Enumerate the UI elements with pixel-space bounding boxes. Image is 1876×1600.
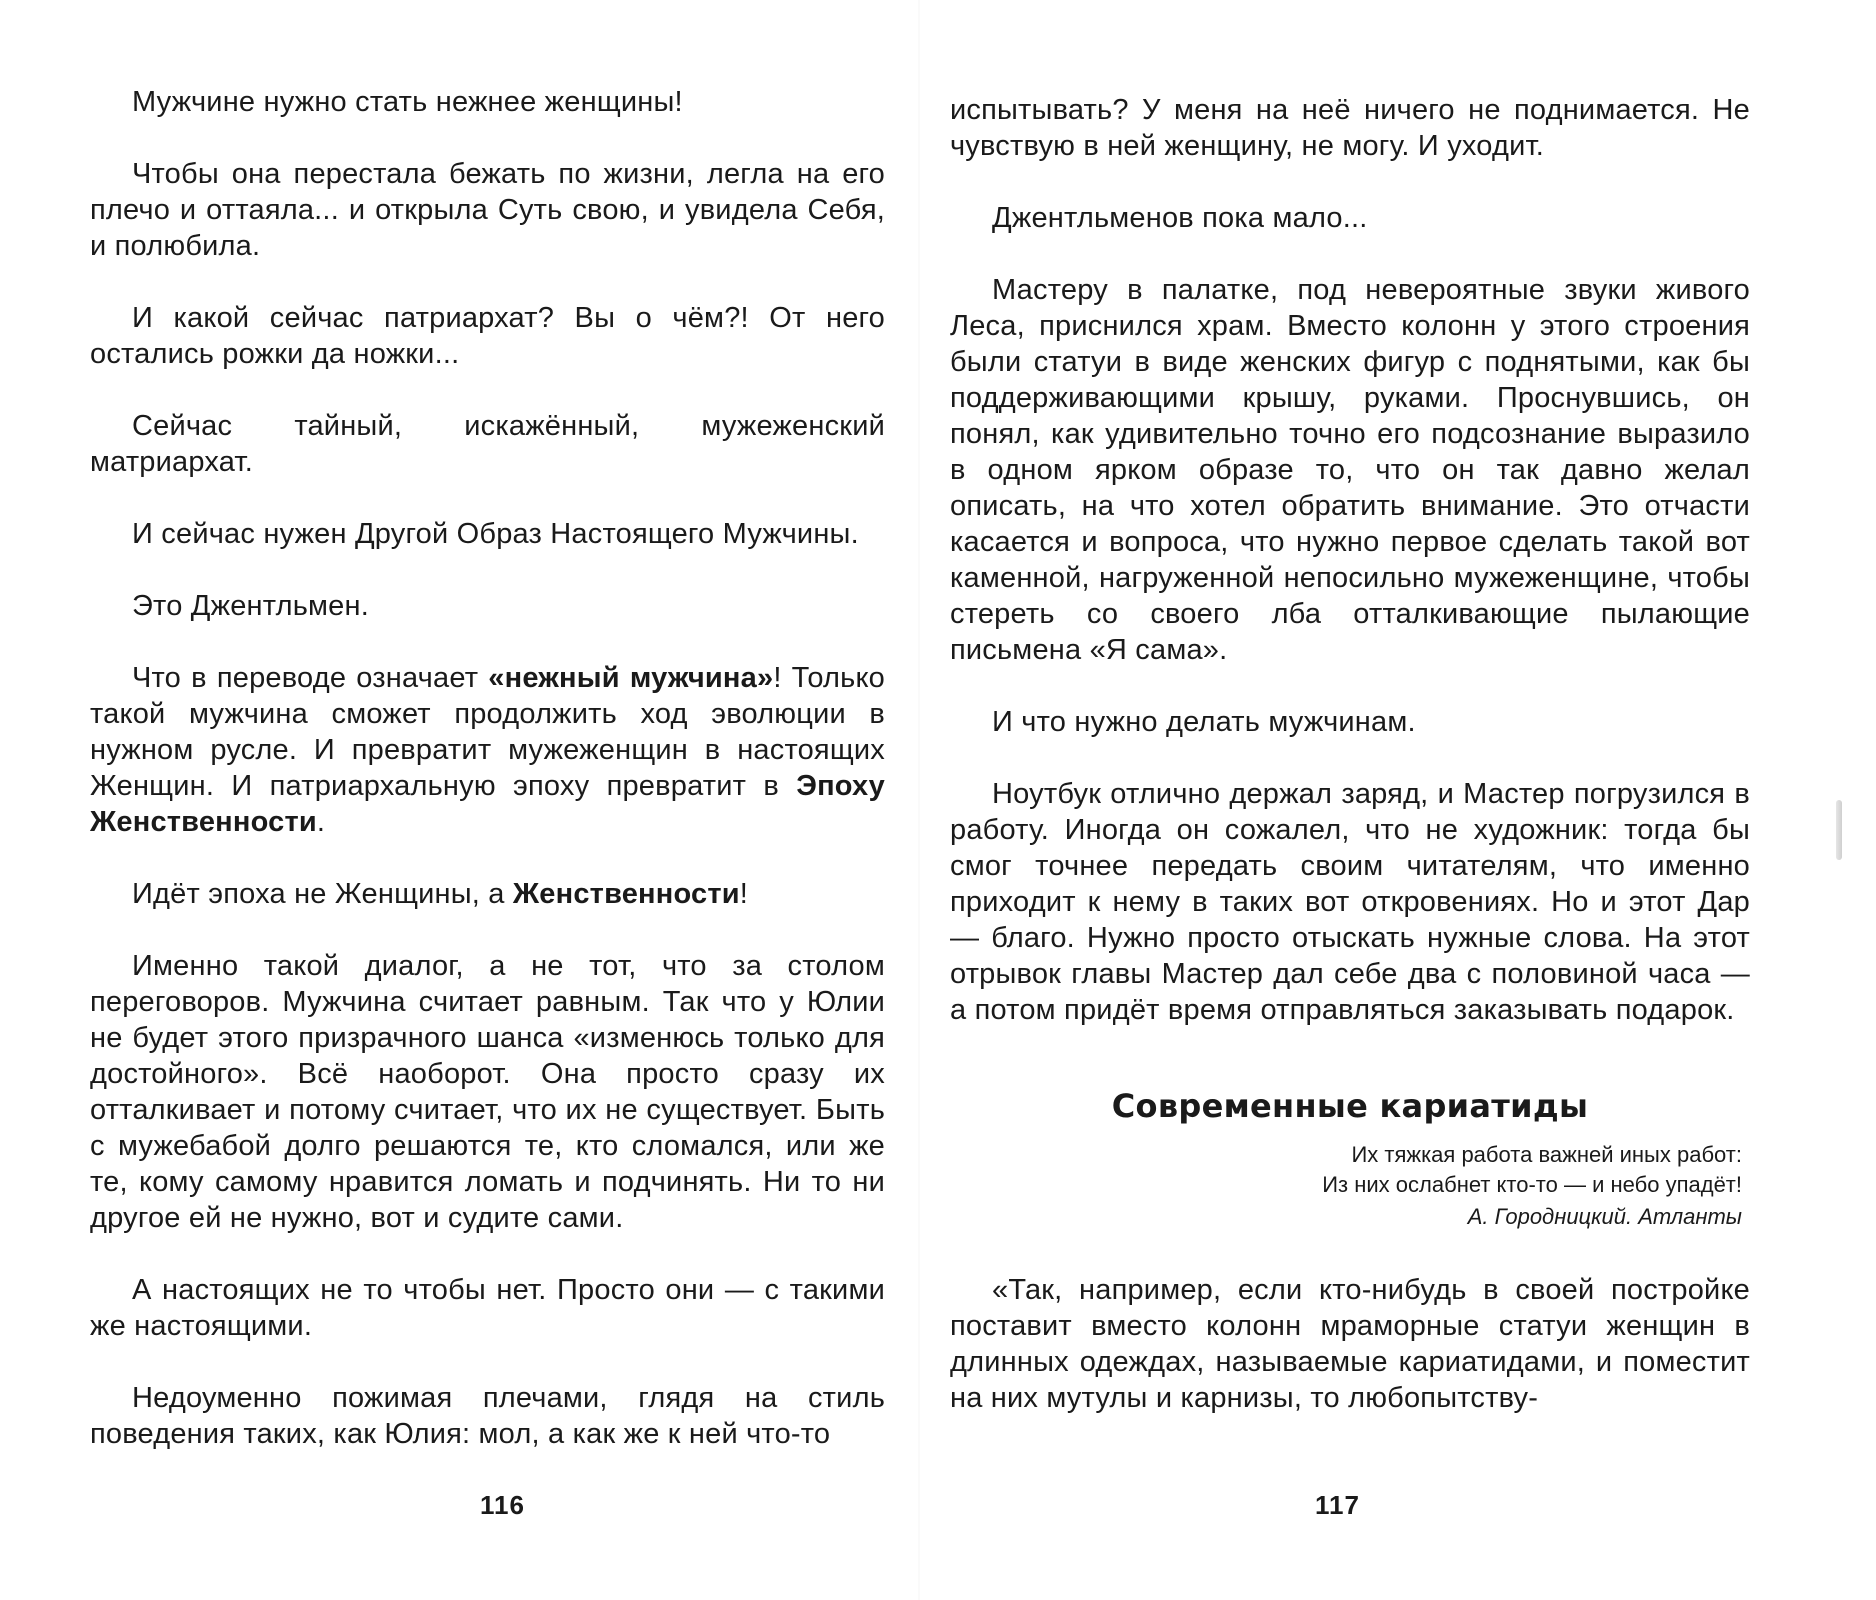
text-span: ! Только такой мужчина сможет продолжить ход эволюции в нужном русле. И превратит мужеженщин в настоящих Женщин. И патриархальную эпоху превратит в: [90, 662, 885, 802]
bold-phrase: «нежный мужчина»: [488, 662, 774, 694]
paragraph: Мужчине нужно стать нежнее женщины!: [132, 86, 683, 118]
page-number: 116: [480, 1490, 525, 1520]
bold-phrase: Женственности: [512, 878, 740, 910]
page-edge-mark: [1836, 800, 1842, 860]
paragraph: «Так, например, если кто-нибудь в своей постройке поставит вместо колонн мраморные статуи женщин в длинных одеждах, называемые кариатидами, и поместит на них мутулы и карнизы, то любопытству-: [950, 1274, 1750, 1414]
paragraph: Именно такой диалог, а не тот, что за столом переговоров. Мужчина считает равным. Так что у Юлии не будет этого призрачного шанса «изменюсь только для достойного». Всё наоборот. Она просто сразу их отталкивает и потому считает, что их не существует. Быть с мужебабой долго решаются те, кто сломался, или же те, кому самому нравится ломать и подчинять. Ни то ни другое ей не нужно, вот и судите сами.: [90, 950, 885, 1234]
paragraph: Ноутбук отлично держал заряд, и Мастер погрузился в работу. Иногда он сожалел, что не художник: тогда бы смог точнее передать своим читателям, что именно приходит к нему в таких вот откровениях. Но и этот Дар — благо. Нужно просто отыскать нужные слова. На этот отрывок главы Мастер дал себе два с половиной часа — а потом придёт время отправляться заказывать подарок.: [950, 778, 1750, 1026]
epigraph-line: Из них ослабнет кто-то — и небо упадёт!: [1322, 1172, 1742, 1197]
paragraph: испытывать? У меня на неё ничего не поднимается. Не чувствую в ней женщину, не могу. И уходит.: [950, 94, 1750, 162]
epigraph-author: А. Городницкий. Атланты: [1467, 1204, 1742, 1229]
paragraph: И какой сейчас патриархат? Вы о чём?! От него остались рожки да ножки...: [90, 302, 885, 370]
paragraph: И сейчас нужен Другой Образ Настоящего Мужчины.: [132, 518, 859, 550]
epigraph-line: Их тяжкая работа важней иных работ:: [1351, 1142, 1742, 1167]
text-span: Что в переводе означает: [132, 662, 489, 694]
paragraph: Сейчас тайный, искажённый, мужеженский матриархат.: [90, 410, 885, 478]
text-span: Идёт эпоха не Женщины, а: [132, 878, 513, 910]
paragraph: Мастеру в палатке, под невероятные звуки живого Леса, приснился храм. Вместо колонн у этого строения были статуи в виде женских фигур с поднятыми, как бы поддерживающими крышу, руками. Проснувшись, он понял, как удивительно точно его подсознание выразило в одном ярком образе то, что он так давно желал описать, на что хотел обратить внимание. Это отчасти касается и вопроса, что нужно первое сделать такой вот каменной, нагруженной непосильно мужеженщине, чтобы стереть со своего лба отталкивающие пылающие письмена «Я сама».: [950, 274, 1750, 666]
paragraph: Это Джентльмен.: [132, 590, 369, 622]
paragraph: И что нужно делать мужчинам.: [992, 706, 1416, 738]
text-span: .: [316, 806, 326, 838]
book-gutter: [918, 0, 920, 1600]
paragraph: Недоуменно пожимая плечами, глядя на стиль поведения таких, как Юлия: мол, а как же к ней что-то: [90, 1382, 885, 1450]
section-heading: Современные кариатиды: [1111, 1087, 1589, 1125]
right-page: [950, 0, 1750, 1600]
text-span: !: [739, 878, 749, 910]
paragraph: А настоящих не то чтобы нет. Просто они — с такими же настоящими.: [90, 1274, 885, 1342]
paragraph-gentle-man: [90, 660, 885, 840]
page-number: 117: [1315, 1490, 1360, 1520]
paragraph-era: [90, 876, 885, 912]
bold-phrase: Эпоху Женственности: [90, 770, 885, 838]
left-page-text: [90, 84, 885, 1488]
right-page-text: [950, 92, 1750, 1452]
paragraph: Чтобы она перестала бежать по жизни, легла на его плечо и оттаяла... и открыла Суть свою, и увидела Себя, и полюбила.: [90, 158, 885, 262]
left-page: [90, 0, 885, 1600]
paragraph: Джентльменов пока мало...: [992, 202, 1368, 234]
epigraph: [950, 1140, 1742, 1232]
